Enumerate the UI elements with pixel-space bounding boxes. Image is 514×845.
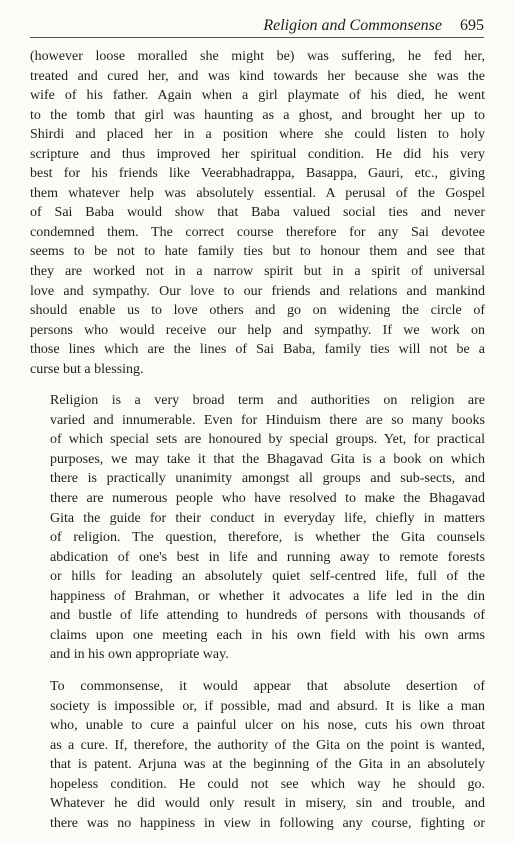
text-line: condemned them. The correct course therefore for any Sai devotee [30, 224, 485, 240]
text-line: best for his friends like Veerabhadrappa, Basappa, Gauri, etc., giving [30, 166, 485, 182]
text-line: there are numerous people who have resolved to make the Bhagavad [50, 491, 485, 507]
text-line: of religion. The question, therefore, is whether the Gita counsels [50, 530, 485, 546]
text-line: Religion is a very broad term and authorities on religion are [50, 393, 485, 409]
text-line: wife of his father. Again when a girl playmate of his died, he went [30, 88, 485, 104]
paragraph-1 [30, 47, 485, 379]
text-line: hopeless condition. He could not see which way he should go. [50, 776, 485, 792]
text-line: Whatever he did would only result in misery, sin and trouble, and [50, 796, 485, 812]
text-line: of Sai Baba would show that Baba valued social ties and never [30, 205, 485, 221]
text-line: happiness of Brahman, or whether it advocates a life led in the din [50, 588, 485, 604]
text-line: claims upon one meeting each in his own field with his own arms [50, 627, 485, 643]
text-line: and in his own appropriate way. [50, 647, 229, 663]
paragraph-3 [30, 677, 485, 833]
text-line: curse but a blessing. [30, 361, 144, 377]
text-line: or hills for leading an absolutely quiet self-centred life, full of the [50, 569, 485, 585]
text-line: should enable us to love others and go on widening the circle of [30, 303, 485, 319]
page-number: 695 [460, 17, 484, 34]
text-line: they are worked not in a narrow spirit but in a spirit of universal [30, 264, 485, 280]
text-line: there is practically unanimity amongst all groups and sub-sects, and [50, 471, 485, 487]
text-line: varied and innumerable. Even for Hinduism there are so many books [50, 412, 485, 428]
header-rule [30, 37, 484, 38]
text-line: to the tomb that girl was haunting as a ghost, and brought her up to [30, 107, 485, 123]
page-body [30, 47, 485, 845]
text-line: them whatever help was absolutely essential. A perusal of the Gospel [30, 185, 485, 201]
text-line: as a cure. If, therefore, the authority of the Gita on the point is wanted, [50, 737, 485, 753]
text-line: that is patent. Arjuna was at the beginning of the Gita in an absolutely [50, 757, 485, 773]
text-line: of which special sets are honoured by special groups. Yet, for practical [50, 432, 485, 448]
page-header [30, 12, 484, 36]
running-head: Religion and Commonsense [263, 17, 442, 34]
text-line: persons who would receive our help and sympathy. If we work on [30, 322, 485, 338]
text-line: there was no happiness in view in following any course, fighting or [50, 815, 485, 831]
text-line: society is impossible or, if possible, mad and absurd. It is like a man [50, 698, 485, 714]
text-line: those lines which are the lines of Sai Baba, family ties will not be a [30, 342, 485, 358]
text-line: Shirdi and placed her in a position where she could listen to holy [30, 127, 485, 143]
text-line: To commonsense, it would appear that absolute desertion of [50, 678, 485, 694]
text-line: and bustle of life attending to hundreds of persons with thousands of [50, 608, 485, 624]
text-line: purposes, we may take it that the Bhagavad Gita is a book on which [50, 451, 485, 467]
paragraph-2 [30, 391, 485, 665]
text-line: scripture and thus improved her spiritual condition. He did his very [30, 146, 485, 162]
text-line: seems to be not to hate family ties but to honour them and see that [30, 244, 485, 260]
text-line: abdication of one's best in life and running away to remote forests [50, 549, 485, 565]
text-line: treated and cured her, and was kind towards her because she was the [30, 68, 485, 84]
text-line: (however loose moralled she might be) was suffering, he fed her, [30, 49, 485, 64]
text-line: who, unable to cure a painful ulcer on his nose, cuts his own throat [50, 718, 485, 734]
text-line: love and sympathy. Our love to our friends and relations and mankind [30, 283, 485, 299]
text-line: Gita the guide for their conduct in everyday life, chiefly in matters [50, 510, 485, 526]
